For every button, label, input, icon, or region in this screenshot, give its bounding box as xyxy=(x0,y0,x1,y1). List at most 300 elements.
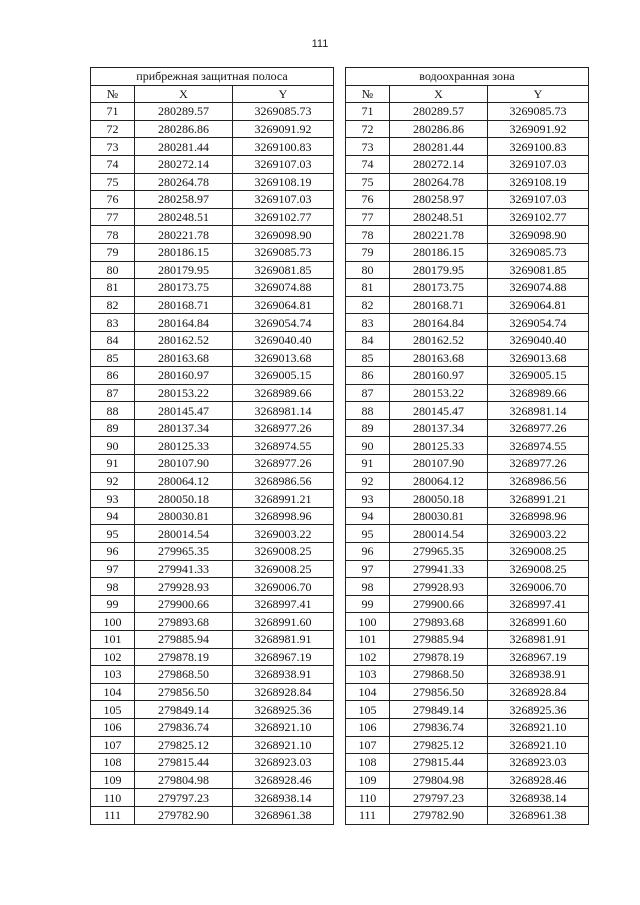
left-x-value: 280186.15 xyxy=(135,243,233,261)
section-gap xyxy=(334,419,346,437)
left-x-value: 280281.44 xyxy=(135,138,233,156)
left-y-value: 3269091.92 xyxy=(233,120,334,138)
left-y-value: 3269108.19 xyxy=(233,173,334,191)
right-x-value: 280125.33 xyxy=(390,437,488,455)
table-row xyxy=(91,595,589,613)
right-y-value: 3268928.46 xyxy=(488,771,589,789)
table-row xyxy=(91,279,589,297)
section-gap xyxy=(334,648,346,666)
left-col-x-header: X xyxy=(135,85,233,103)
left-y-value: 3268991.60 xyxy=(233,613,334,631)
left-x-value: 279965.35 xyxy=(135,543,233,561)
section-gap xyxy=(334,666,346,684)
left-y-value: 3269013.68 xyxy=(233,349,334,367)
table-row xyxy=(91,631,589,649)
section-gap xyxy=(334,279,346,297)
left-y-value: 3269064.81 xyxy=(233,296,334,314)
right-point-number: 83 xyxy=(346,314,390,332)
right-y-value: 3268967.19 xyxy=(488,648,589,666)
table-row xyxy=(91,331,589,349)
right-x-value: 279878.19 xyxy=(390,648,488,666)
left-point-number: 84 xyxy=(91,331,135,349)
table-row xyxy=(91,367,589,385)
right-point-number: 81 xyxy=(346,279,390,297)
section-gap xyxy=(334,525,346,543)
left-point-number: 99 xyxy=(91,595,135,613)
left-x-value: 280160.97 xyxy=(135,367,233,385)
left-point-number: 79 xyxy=(91,243,135,261)
section-gap xyxy=(334,701,346,719)
right-point-number: 74 xyxy=(346,155,390,173)
left-section-title: прибрежная защитная полоса xyxy=(91,68,334,86)
right-point-number: 93 xyxy=(346,490,390,508)
left-point-number: 101 xyxy=(91,631,135,649)
right-x-value: 280221.78 xyxy=(390,226,488,244)
left-x-value: 280179.95 xyxy=(135,261,233,279)
section-gap xyxy=(334,314,346,332)
left-y-value: 3269006.70 xyxy=(233,578,334,596)
left-x-value: 280050.18 xyxy=(135,490,233,508)
table-row xyxy=(91,754,589,772)
right-x-value: 279849.14 xyxy=(390,701,488,719)
left-y-value: 3269081.85 xyxy=(233,261,334,279)
right-point-number: 96 xyxy=(346,543,390,561)
left-point-number: 89 xyxy=(91,419,135,437)
right-y-value: 3268938.14 xyxy=(488,789,589,807)
section-gap xyxy=(334,85,346,103)
left-point-number: 85 xyxy=(91,349,135,367)
left-x-value: 280264.78 xyxy=(135,173,233,191)
right-x-value: 280153.22 xyxy=(390,384,488,402)
section-gap xyxy=(334,402,346,420)
table-row xyxy=(91,155,589,173)
right-point-number: 94 xyxy=(346,507,390,525)
left-y-value: 3268961.38 xyxy=(233,806,334,824)
left-x-value: 280221.78 xyxy=(135,226,233,244)
right-point-number: 82 xyxy=(346,296,390,314)
left-point-number: 103 xyxy=(91,666,135,684)
right-y-value: 3269040.40 xyxy=(488,331,589,349)
left-point-number: 75 xyxy=(91,173,135,191)
right-point-number: 101 xyxy=(346,631,390,649)
right-point-number: 107 xyxy=(346,736,390,754)
right-y-value: 3268923.03 xyxy=(488,754,589,772)
right-point-number: 97 xyxy=(346,560,390,578)
right-y-value: 3269102.77 xyxy=(488,208,589,226)
right-x-value: 279815.44 xyxy=(390,754,488,772)
section-gap xyxy=(334,155,346,173)
right-point-number: 111 xyxy=(346,806,390,824)
table-row xyxy=(91,648,589,666)
right-y-value: 3269081.85 xyxy=(488,261,589,279)
left-y-value: 3269005.15 xyxy=(233,367,334,385)
section-gap xyxy=(334,226,346,244)
right-y-value: 3269108.19 xyxy=(488,173,589,191)
left-point-number: 107 xyxy=(91,736,135,754)
table-body xyxy=(91,103,589,824)
section-header-row xyxy=(91,68,589,86)
left-x-value: 280064.12 xyxy=(135,472,233,490)
right-y-value: 3268997.41 xyxy=(488,595,589,613)
left-y-value: 3269085.73 xyxy=(233,103,334,121)
right-y-value: 3269054.74 xyxy=(488,314,589,332)
left-y-value: 3269040.40 xyxy=(233,331,334,349)
left-point-number: 86 xyxy=(91,367,135,385)
left-x-value: 279782.90 xyxy=(135,806,233,824)
right-point-number: 77 xyxy=(346,208,390,226)
table-row xyxy=(91,806,589,824)
section-gap xyxy=(334,261,346,279)
left-y-value: 3268989.66 xyxy=(233,384,334,402)
left-y-value: 3268928.84 xyxy=(233,683,334,701)
left-y-value: 3268991.21 xyxy=(233,490,334,508)
left-x-value: 279868.50 xyxy=(135,666,233,684)
right-y-value: 3269091.92 xyxy=(488,120,589,138)
right-y-value: 3268977.26 xyxy=(488,419,589,437)
left-y-value: 3269098.90 xyxy=(233,226,334,244)
left-x-value: 279804.98 xyxy=(135,771,233,789)
right-y-value: 3269085.73 xyxy=(488,103,589,121)
right-x-value: 280050.18 xyxy=(390,490,488,508)
right-x-value: 280162.52 xyxy=(390,331,488,349)
table-row xyxy=(91,261,589,279)
right-y-value: 3268974.55 xyxy=(488,437,589,455)
right-x-value: 280160.97 xyxy=(390,367,488,385)
right-x-value: 279856.50 xyxy=(390,683,488,701)
right-x-value: 280168.71 xyxy=(390,296,488,314)
left-x-value: 280153.22 xyxy=(135,384,233,402)
table-row xyxy=(91,455,589,473)
left-x-value: 280145.47 xyxy=(135,402,233,420)
section-gap xyxy=(334,367,346,385)
left-x-value: 280163.68 xyxy=(135,349,233,367)
left-col-number-header: № xyxy=(91,85,135,103)
left-y-value: 3269102.77 xyxy=(233,208,334,226)
left-y-value: 3269003.22 xyxy=(233,525,334,543)
left-point-number: 76 xyxy=(91,191,135,209)
left-y-value: 3269074.88 xyxy=(233,279,334,297)
table-row xyxy=(91,613,589,631)
table-row xyxy=(91,384,589,402)
table-row xyxy=(91,683,589,701)
section-gap xyxy=(334,578,346,596)
left-point-number: 104 xyxy=(91,683,135,701)
section-gap xyxy=(334,631,346,649)
right-x-value: 280258.97 xyxy=(390,191,488,209)
left-y-value: 3269100.83 xyxy=(233,138,334,156)
right-x-value: 280030.81 xyxy=(390,507,488,525)
left-col-y-header: Y xyxy=(233,85,334,103)
right-x-value: 280163.68 xyxy=(390,349,488,367)
left-point-number: 78 xyxy=(91,226,135,244)
table-row xyxy=(91,419,589,437)
right-point-number: 86 xyxy=(346,367,390,385)
section-gap xyxy=(334,296,346,314)
left-y-value: 3268938.14 xyxy=(233,789,334,807)
right-point-number: 109 xyxy=(346,771,390,789)
right-point-number: 80 xyxy=(346,261,390,279)
section-gap xyxy=(334,437,346,455)
section-gap xyxy=(334,455,346,473)
right-x-value: 279836.74 xyxy=(390,718,488,736)
left-y-value: 3268986.56 xyxy=(233,472,334,490)
right-y-value: 3269003.22 xyxy=(488,525,589,543)
left-x-value: 279941.33 xyxy=(135,560,233,578)
left-point-number: 72 xyxy=(91,120,135,138)
right-x-value: 280186.15 xyxy=(390,243,488,261)
section-gap xyxy=(334,120,346,138)
right-x-value: 279965.35 xyxy=(390,543,488,561)
section-gap xyxy=(334,490,346,508)
left-x-value: 280014.54 xyxy=(135,525,233,543)
left-y-value: 3268981.14 xyxy=(233,402,334,420)
table-row xyxy=(91,402,589,420)
right-x-value: 279825.12 xyxy=(390,736,488,754)
left-x-value: 280248.51 xyxy=(135,208,233,226)
left-x-value: 279825.12 xyxy=(135,736,233,754)
section-gap xyxy=(334,331,346,349)
right-x-value: 280289.57 xyxy=(390,103,488,121)
table-row xyxy=(91,666,589,684)
right-y-value: 3268928.84 xyxy=(488,683,589,701)
right-point-number: 71 xyxy=(346,103,390,121)
column-header-row xyxy=(91,85,589,103)
table-row xyxy=(91,525,589,543)
table-row xyxy=(91,173,589,191)
left-x-value: 280272.14 xyxy=(135,155,233,173)
right-y-value: 3269006.70 xyxy=(488,578,589,596)
left-x-value: 279928.93 xyxy=(135,578,233,596)
section-gap xyxy=(334,384,346,402)
left-point-number: 92 xyxy=(91,472,135,490)
left-x-value: 279900.66 xyxy=(135,595,233,613)
left-point-number: 102 xyxy=(91,648,135,666)
left-x-value: 279878.19 xyxy=(135,648,233,666)
right-point-number: 105 xyxy=(346,701,390,719)
left-x-value: 280286.86 xyxy=(135,120,233,138)
right-point-number: 100 xyxy=(346,613,390,631)
left-y-value: 3269085.73 xyxy=(233,243,334,261)
left-x-value: 280164.84 xyxy=(135,314,233,332)
section-gap xyxy=(334,718,346,736)
right-col-x-header: X xyxy=(390,85,488,103)
left-point-number: 106 xyxy=(91,718,135,736)
left-point-number: 73 xyxy=(91,138,135,156)
right-col-y-header: Y xyxy=(488,85,589,103)
section-gap xyxy=(334,173,346,191)
right-point-number: 88 xyxy=(346,402,390,420)
left-point-number: 108 xyxy=(91,754,135,772)
page-number: 111 xyxy=(311,38,329,50)
right-x-value: 279804.98 xyxy=(390,771,488,789)
section-gap xyxy=(334,595,346,613)
right-point-number: 91 xyxy=(346,455,390,473)
right-point-number: 90 xyxy=(346,437,390,455)
left-point-number: 88 xyxy=(91,402,135,420)
right-y-value: 3269064.81 xyxy=(488,296,589,314)
left-y-value: 3268974.55 xyxy=(233,437,334,455)
section-gap xyxy=(334,613,346,631)
right-point-number: 92 xyxy=(346,472,390,490)
left-y-value: 3269107.03 xyxy=(233,191,334,209)
table-row xyxy=(91,314,589,332)
left-x-value: 279797.23 xyxy=(135,789,233,807)
left-y-value: 3269008.25 xyxy=(233,560,334,578)
left-y-value: 3268967.19 xyxy=(233,648,334,666)
right-y-value: 3269008.25 xyxy=(488,560,589,578)
table-row xyxy=(91,120,589,138)
right-x-value: 279893.68 xyxy=(390,613,488,631)
left-point-number: 71 xyxy=(91,103,135,121)
right-point-number: 85 xyxy=(346,349,390,367)
left-point-number: 98 xyxy=(91,578,135,596)
left-y-value: 3269107.03 xyxy=(233,155,334,173)
section-gap xyxy=(334,560,346,578)
right-col-number-header: № xyxy=(346,85,390,103)
left-y-value: 3268977.26 xyxy=(233,419,334,437)
right-y-value: 3269008.25 xyxy=(488,543,589,561)
left-point-number: 82 xyxy=(91,296,135,314)
right-y-value: 3268989.66 xyxy=(488,384,589,402)
right-x-value: 279900.66 xyxy=(390,595,488,613)
right-x-value: 280137.34 xyxy=(390,419,488,437)
left-y-value: 3268998.96 xyxy=(233,507,334,525)
right-x-value: 280179.95 xyxy=(390,261,488,279)
right-x-value: 279941.33 xyxy=(390,560,488,578)
right-point-number: 84 xyxy=(346,331,390,349)
right-y-value: 3268925.36 xyxy=(488,701,589,719)
table-row xyxy=(91,103,589,121)
left-x-value: 280107.90 xyxy=(135,455,233,473)
left-point-number: 90 xyxy=(91,437,135,455)
left-point-number: 81 xyxy=(91,279,135,297)
table-row xyxy=(91,226,589,244)
table-row xyxy=(91,718,589,736)
section-gap xyxy=(334,208,346,226)
section-gap xyxy=(334,507,346,525)
right-point-number: 89 xyxy=(346,419,390,437)
left-point-number: 91 xyxy=(91,455,135,473)
right-y-value: 3268991.21 xyxy=(488,490,589,508)
table-row xyxy=(91,701,589,719)
right-x-value: 280272.14 xyxy=(390,155,488,173)
left-x-value: 280137.34 xyxy=(135,419,233,437)
right-x-value: 280107.90 xyxy=(390,455,488,473)
table-row xyxy=(91,138,589,156)
left-x-value: 279849.14 xyxy=(135,701,233,719)
section-gap xyxy=(334,736,346,754)
right-y-value: 3268938.91 xyxy=(488,666,589,684)
table-row xyxy=(91,543,589,561)
left-y-value: 3268997.41 xyxy=(233,595,334,613)
left-x-value: 279815.44 xyxy=(135,754,233,772)
right-y-value: 3268977.26 xyxy=(488,455,589,473)
right-section-title: водоохранная зона xyxy=(346,68,589,86)
left-x-value: 279856.50 xyxy=(135,683,233,701)
left-x-value: 280030.81 xyxy=(135,507,233,525)
left-point-number: 110 xyxy=(91,789,135,807)
left-x-value: 280258.97 xyxy=(135,191,233,209)
right-y-value: 3269107.03 xyxy=(488,155,589,173)
section-gap xyxy=(334,191,346,209)
right-x-value: 279885.94 xyxy=(390,631,488,649)
right-point-number: 79 xyxy=(346,243,390,261)
right-point-number: 78 xyxy=(346,226,390,244)
table-row xyxy=(91,349,589,367)
right-x-value: 279928.93 xyxy=(390,578,488,596)
left-x-value: 279885.94 xyxy=(135,631,233,649)
right-x-value: 279868.50 xyxy=(390,666,488,684)
right-point-number: 76 xyxy=(346,191,390,209)
table-row xyxy=(91,736,589,754)
left-point-number: 83 xyxy=(91,314,135,332)
left-x-value: 279893.68 xyxy=(135,613,233,631)
section-gap xyxy=(334,754,346,772)
right-x-value: 280064.12 xyxy=(390,472,488,490)
right-y-value: 3269005.15 xyxy=(488,367,589,385)
left-point-number: 74 xyxy=(91,155,135,173)
right-x-value: 280173.75 xyxy=(390,279,488,297)
right-point-number: 110 xyxy=(346,789,390,807)
table-row xyxy=(91,507,589,525)
right-y-value: 3268998.96 xyxy=(488,507,589,525)
table-row xyxy=(91,578,589,596)
table-row xyxy=(91,296,589,314)
section-gap xyxy=(334,349,346,367)
left-x-value: 280162.52 xyxy=(135,331,233,349)
left-y-value: 3268981.91 xyxy=(233,631,334,649)
right-x-value: 280014.54 xyxy=(390,525,488,543)
right-y-value: 3268986.56 xyxy=(488,472,589,490)
right-y-value: 3269085.73 xyxy=(488,243,589,261)
left-y-value: 3268921.10 xyxy=(233,718,334,736)
left-point-number: 100 xyxy=(91,613,135,631)
table-row xyxy=(91,191,589,209)
section-gap xyxy=(334,789,346,807)
left-point-number: 80 xyxy=(91,261,135,279)
right-x-value: 279782.90 xyxy=(390,806,488,824)
left-x-value: 280289.57 xyxy=(135,103,233,121)
left-y-value: 3268977.26 xyxy=(233,455,334,473)
table-row xyxy=(91,771,589,789)
left-y-value: 3268923.03 xyxy=(233,754,334,772)
left-x-value: 280125.33 xyxy=(135,437,233,455)
left-point-number: 109 xyxy=(91,771,135,789)
right-y-value: 3268991.60 xyxy=(488,613,589,631)
section-gap xyxy=(334,103,346,121)
right-point-number: 102 xyxy=(346,648,390,666)
left-y-value: 3268938.91 xyxy=(233,666,334,684)
left-x-value: 279836.74 xyxy=(135,718,233,736)
left-point-number: 111 xyxy=(91,806,135,824)
table-row xyxy=(91,490,589,508)
section-gap xyxy=(334,543,346,561)
right-y-value: 3268921.10 xyxy=(488,736,589,754)
right-point-number: 106 xyxy=(346,718,390,736)
table-row xyxy=(91,560,589,578)
right-point-number: 103 xyxy=(346,666,390,684)
section-gap xyxy=(334,806,346,824)
table-row xyxy=(91,243,589,261)
left-y-value: 3268928.46 xyxy=(233,771,334,789)
right-x-value: 280281.44 xyxy=(390,138,488,156)
right-x-value: 280286.86 xyxy=(390,120,488,138)
right-y-value: 3269107.03 xyxy=(488,191,589,209)
left-y-value: 3269008.25 xyxy=(233,543,334,561)
section-gap xyxy=(334,138,346,156)
right-point-number: 108 xyxy=(346,754,390,772)
right-x-value: 280264.78 xyxy=(390,173,488,191)
